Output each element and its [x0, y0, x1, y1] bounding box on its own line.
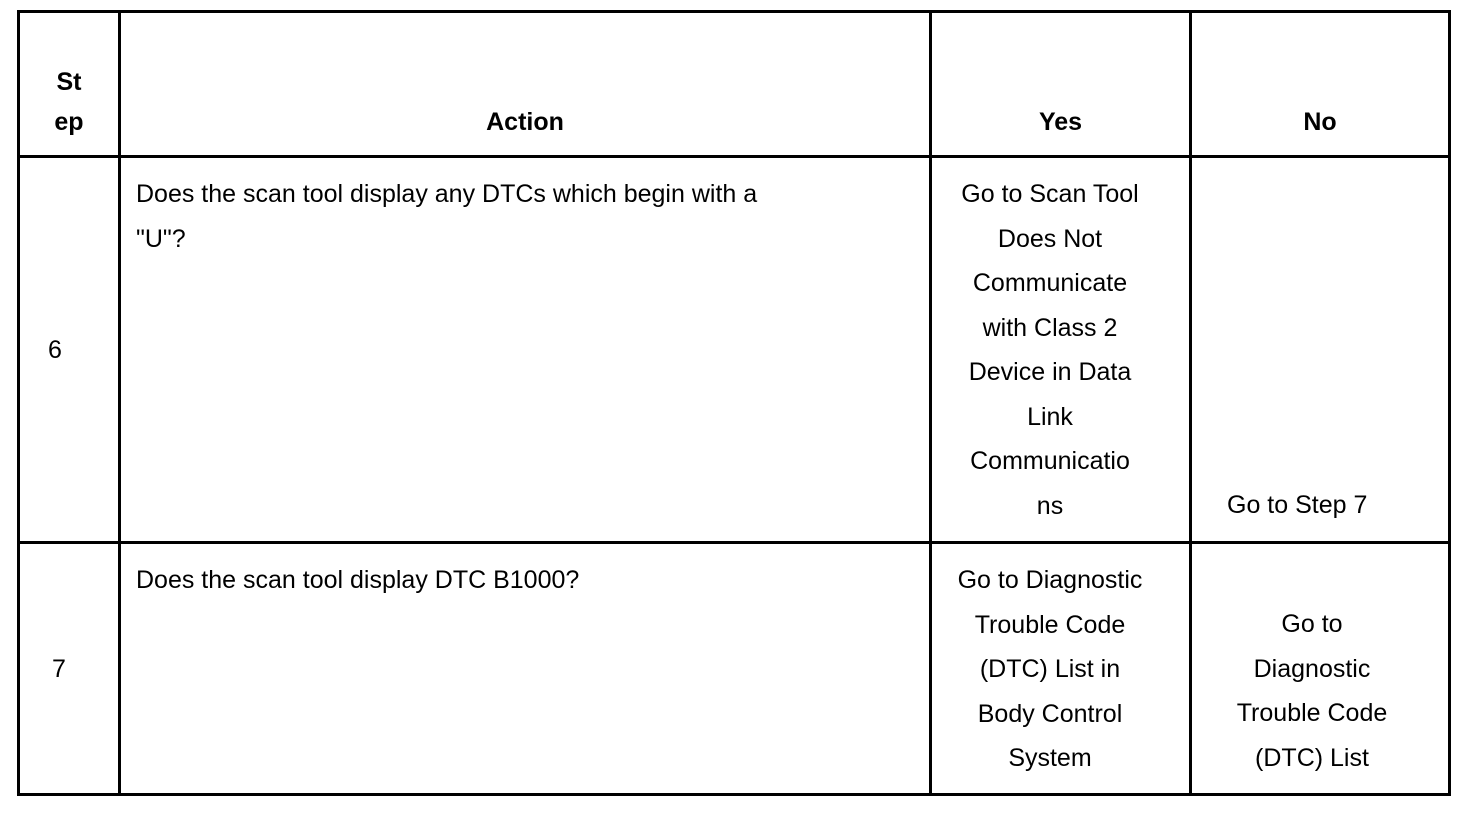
- row-7-step: 7: [52, 655, 66, 683]
- row-6-no: Go to Step 7: [1227, 491, 1368, 519]
- row-7-no: Go to Diagnostic Trouble Code (DTC) List: [1236, 610, 1388, 772]
- header-yes: Yes: [1038, 108, 1083, 136]
- header-action: Action: [486, 108, 564, 136]
- table-right-border: [1448, 10, 1451, 796]
- header-no: No: [1303, 108, 1337, 136]
- row-7-yes: Go to Diagnostic Trouble Code (DTC) List in Body Control System: [957, 566, 1143, 772]
- table-top-border: [17, 10, 1451, 13]
- row-6-action: Does the scan tool display any DTCs which begin with a "U"?: [136, 180, 758, 253]
- row-divider: [17, 541, 1451, 544]
- diagnostic-table: [17, 10, 1451, 796]
- row-6-step: 6: [48, 336, 62, 364]
- table-bottom-border: [17, 793, 1451, 796]
- row-6-yes: Go to Scan Tool Does Not Communicate with Class 2 Device in Data Link Communicatio ns: [961, 180, 1139, 520]
- header-step: St ep: [54, 68, 84, 136]
- header-divider: [17, 155, 1451, 158]
- row-7-action: Does the scan tool display DTC B1000?: [136, 566, 580, 594]
